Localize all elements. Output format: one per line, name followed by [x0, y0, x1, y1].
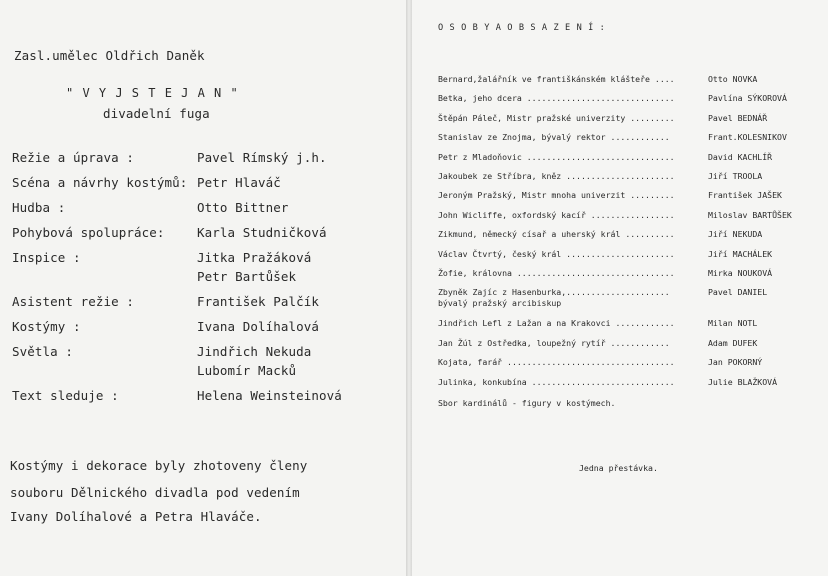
credit-role: Kostýmy : [12, 319, 81, 334]
cast-actor: Jiří TROOLA [708, 171, 763, 181]
author-line: Zasl.umělec Oldřich Daněk [14, 48, 205, 63]
cast-actor: Jiří NEKUDA [708, 229, 763, 240]
cast-actor: Adam DUFEK [708, 337, 758, 348]
play-title: " V Y J S T E J A N " [66, 86, 239, 100]
credit-name: Karla Studničková [197, 225, 327, 240]
credit-name: Pavel Rímský j.h. [197, 150, 327, 165]
cast-role: Julinka, konkubína ............................. [438, 376, 675, 387]
cast-actor: František JAŠEK [708, 190, 782, 201]
cast-actor: Frant.KOLESNIKOV [708, 132, 787, 143]
credit-name: Ivana Dolíhalová [197, 319, 320, 334]
cast-role: Jakoubek ze Stříbra, kněz ...................... [438, 171, 675, 181]
cast-actor: Jan POKORNÝ [708, 357, 763, 368]
cast-role: Jeroným Pražský, Mistr mnoha univerzit ......... [438, 190, 675, 201]
cast-role: Štěpán Páleč, Mistr pražské univerzity ......... [438, 112, 675, 123]
play-subtitle: divadelní fuga [103, 106, 210, 121]
cast-role: Bernard,žalářník ve františkánském klášteře .... [438, 74, 675, 84]
credit-name: Petr Hlaváč [197, 175, 281, 190]
credit-role: Režie a úprava : [12, 150, 135, 165]
credit-name: Jitka Pražáková [197, 250, 312, 265]
cast-role: Zbyněk Zajíc z Hasenburka,..................... [438, 287, 670, 298]
note-line: Ivany Dolíhalové a Petra Hlaváče. [10, 509, 262, 524]
cast-role: Václav Čtvrtý, český král ...................... [438, 248, 675, 259]
credit-name: Jindřich Nekuda [197, 344, 312, 359]
cast-role: Betka, jeho dcera .............................. [438, 93, 675, 104]
cast-role-continued: bývalý pražský arcibiskup [438, 298, 562, 309]
cast-role: John Wicliffe, oxfordský kacíř ................. [438, 209, 675, 220]
left-page [0, 0, 406, 576]
chorus-line: Sbor kardinálů - figury v kostýmech. [438, 398, 616, 408]
credit-role: Hudba : [12, 200, 66, 215]
intermission-line: Jedna přestávka. [579, 463, 658, 473]
credit-role: Text sleduje : [12, 388, 119, 403]
cast-actor: Milan NOTL [708, 318, 758, 329]
right-page [412, 0, 828, 576]
cast-actor: David KACHLÍŘ [708, 151, 773, 162]
cast-role: Zikmund, německý císař a uherský král .......... [438, 229, 675, 240]
cast-actor: Pavel BEDNÁŘ [708, 112, 768, 123]
cast-actor: Miloslav BARTŮŠEK [708, 209, 792, 220]
credit-role: Inspice : [12, 250, 81, 265]
credit-role: Asistent režie : [12, 294, 135, 309]
cast-heading: O S O B Y A O B S A Z E N Í : [438, 23, 606, 33]
credit-name: Otto Bittner [197, 200, 289, 215]
cast-actor: Otto NOVKA [708, 74, 758, 84]
cast-actor: Mirka NOUKOVÁ [708, 268, 773, 278]
cast-role: Kojata, farář .................................. [438, 357, 675, 368]
note-line: Kostýmy i dekorace byly zhotoveny členy [10, 458, 308, 473]
cast-role: Jindřich Lefl z Lažan a na Krakovci ............ [438, 318, 675, 329]
credit-name: Helena Weinsteinová [197, 388, 342, 403]
credit-name: Petr Bartůšek [197, 269, 297, 284]
cast-role: Stanislav ze Znojma, bývalý rektor ............ [438, 132, 670, 143]
cast-role: Žofie, královna ................................ [438, 268, 675, 278]
credit-role: Pohybová spolupráce: [12, 225, 165, 240]
credit-name: Lubomír Macků [197, 363, 297, 378]
credit-name: František Palčík [197, 294, 320, 309]
cast-role: Petr z Mladoňovic .............................. [438, 151, 675, 162]
cast-role: Jan Žúl z Ostředka, loupežný rytíř ............ [438, 337, 670, 348]
cast-actor: Julie BLAŽKOVÁ [708, 376, 778, 387]
cast-actor: Pavel DANIEL [708, 287, 768, 298]
credit-role: Světla : [12, 344, 74, 359]
cast-actor: Pavlína SÝKOROVÁ [708, 93, 787, 104]
note-line: souboru Dělnického divadla pod vedením [10, 485, 300, 500]
cast-actor: Jiří MACHÁLEK [708, 248, 773, 259]
credit-role: Scéna a návrhy kostýmů: [12, 175, 188, 190]
